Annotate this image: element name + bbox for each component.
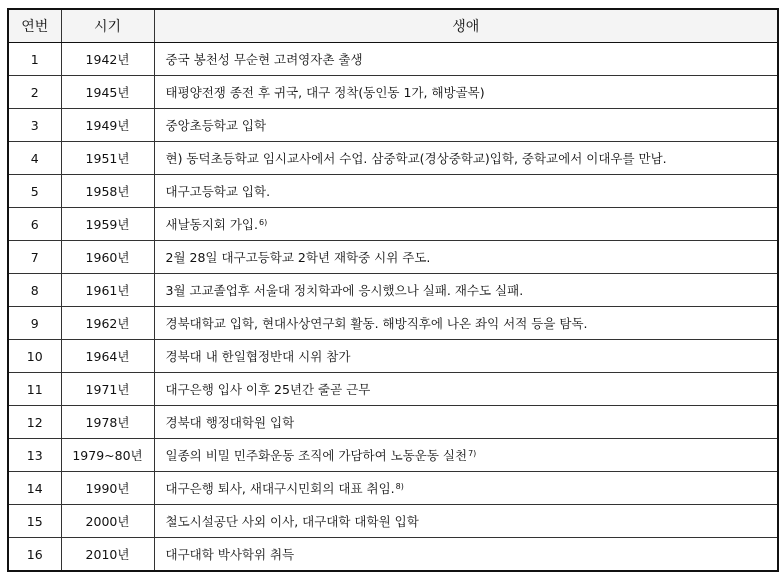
table-row	[8, 307, 778, 340]
row-period: 1959년	[61, 208, 154, 241]
row-no: 3	[8, 109, 61, 142]
row-period: 2010년	[61, 538, 154, 572]
row-period: 1942년	[61, 43, 154, 76]
row-no: 1	[8, 43, 61, 76]
life-text: 대구대학 박사학위 취득	[165, 547, 295, 562]
table-row	[8, 439, 778, 472]
life-text: 대구은행 입사 이후 25년간 줄곧 근무	[165, 382, 371, 397]
row-no: 15	[8, 505, 61, 538]
row-period: 1978년	[61, 406, 154, 439]
row-period: 1990년	[61, 472, 154, 505]
biography-table	[7, 8, 779, 572]
life-text: 3월 고교졸업후 서울대 정치학과에 응시했으나 실패. 재수도 실패.	[165, 283, 524, 298]
row-life	[154, 76, 778, 109]
table-row	[8, 538, 778, 572]
row-life	[154, 175, 778, 208]
row-life	[154, 406, 778, 439]
life-text: 태평양전쟁 종전 후 귀국, 대구 정착(동인동 1가, 해방골목)	[165, 85, 485, 100]
row-period: 1958년	[61, 175, 154, 208]
table-row	[8, 76, 778, 109]
table-row	[8, 208, 778, 241]
life-text: 대구고등학교 입학.	[165, 184, 271, 199]
row-life	[154, 439, 778, 472]
row-period: 1964년	[61, 340, 154, 373]
row-no: 6	[8, 208, 61, 241]
row-life	[154, 373, 778, 406]
row-no: 13	[8, 439, 61, 472]
header-no: 연번	[8, 9, 61, 43]
table-row	[8, 472, 778, 505]
table-row	[8, 241, 778, 274]
row-life	[154, 538, 778, 572]
life-text: 새날동지회 가입.	[165, 217, 258, 232]
row-period: 1961년	[61, 274, 154, 307]
row-no: 8	[8, 274, 61, 307]
row-life	[154, 43, 778, 76]
life-text: 경북대 행정대학원 입학	[165, 415, 295, 430]
table-row	[8, 340, 778, 373]
row-life	[154, 274, 778, 307]
row-period: 1962년	[61, 307, 154, 340]
header-life: 생애	[154, 9, 778, 43]
life-text: 경북대학교 입학, 현대사상연구회 활동. 해방직후에 나온 좌익 서적 등을 탐독.	[165, 316, 588, 331]
row-no: 5	[8, 175, 61, 208]
row-no: 9	[8, 307, 61, 340]
row-no: 12	[8, 406, 61, 439]
row-life	[154, 505, 778, 538]
row-no: 10	[8, 340, 61, 373]
row-life	[154, 109, 778, 142]
life-text: 중국 봉천성 무순현 고려영자촌 출생	[165, 52, 363, 67]
header-period: 시기	[61, 9, 154, 43]
table-row	[8, 109, 778, 142]
table-row	[8, 142, 778, 175]
row-no: 2	[8, 76, 61, 109]
row-life	[154, 208, 778, 241]
life-text: 대구은행 퇴사, 새대구시민회의 대표 취임.	[165, 481, 395, 496]
life-text: 현) 동덕초등학교 임시교사에서 수업. 삼중학교(경상중학교)입학, 중학교에서 이대우를 만남.	[165, 151, 667, 166]
table-row	[8, 175, 778, 208]
row-period: 1945년	[61, 76, 154, 109]
table-row	[8, 505, 778, 538]
table-row	[8, 373, 778, 406]
header-row	[8, 9, 778, 43]
footnote-ref: 8)	[395, 482, 404, 491]
row-period: 1949년	[61, 109, 154, 142]
row-no: 16	[8, 538, 61, 572]
life-text: 중앙초등학교 입학	[165, 118, 267, 133]
table-row	[8, 274, 778, 307]
life-text: 2월 28일 대구고등학교 2학년 재학중 시위 주도.	[165, 250, 431, 265]
life-text: 일종의 비밀 민주화운동 조직에 가담하여 노동운동 실천	[165, 448, 468, 463]
footnote-ref: 7)	[468, 449, 477, 458]
row-no: 7	[8, 241, 61, 274]
row-life	[154, 472, 778, 505]
row-period: 1971년	[61, 373, 154, 406]
row-period: 1979~80년	[61, 439, 154, 472]
row-no: 4	[8, 142, 61, 175]
row-life	[154, 340, 778, 373]
row-period: 1951년	[61, 142, 154, 175]
row-life	[154, 307, 778, 340]
row-life	[154, 241, 778, 274]
table-row	[8, 43, 778, 76]
table-row	[8, 406, 778, 439]
life-text: 경북대 내 한일협정반대 시위 참가	[165, 349, 351, 364]
row-period: 1960년	[61, 241, 154, 274]
row-no: 11	[8, 373, 61, 406]
footnote-ref: 6)	[258, 218, 268, 227]
row-life	[154, 142, 778, 175]
row-no: 14	[8, 472, 61, 505]
life-text: 철도시설공단 사외 이사, 대구대학 대학원 입학	[165, 514, 419, 529]
row-period: 2000년	[61, 505, 154, 538]
